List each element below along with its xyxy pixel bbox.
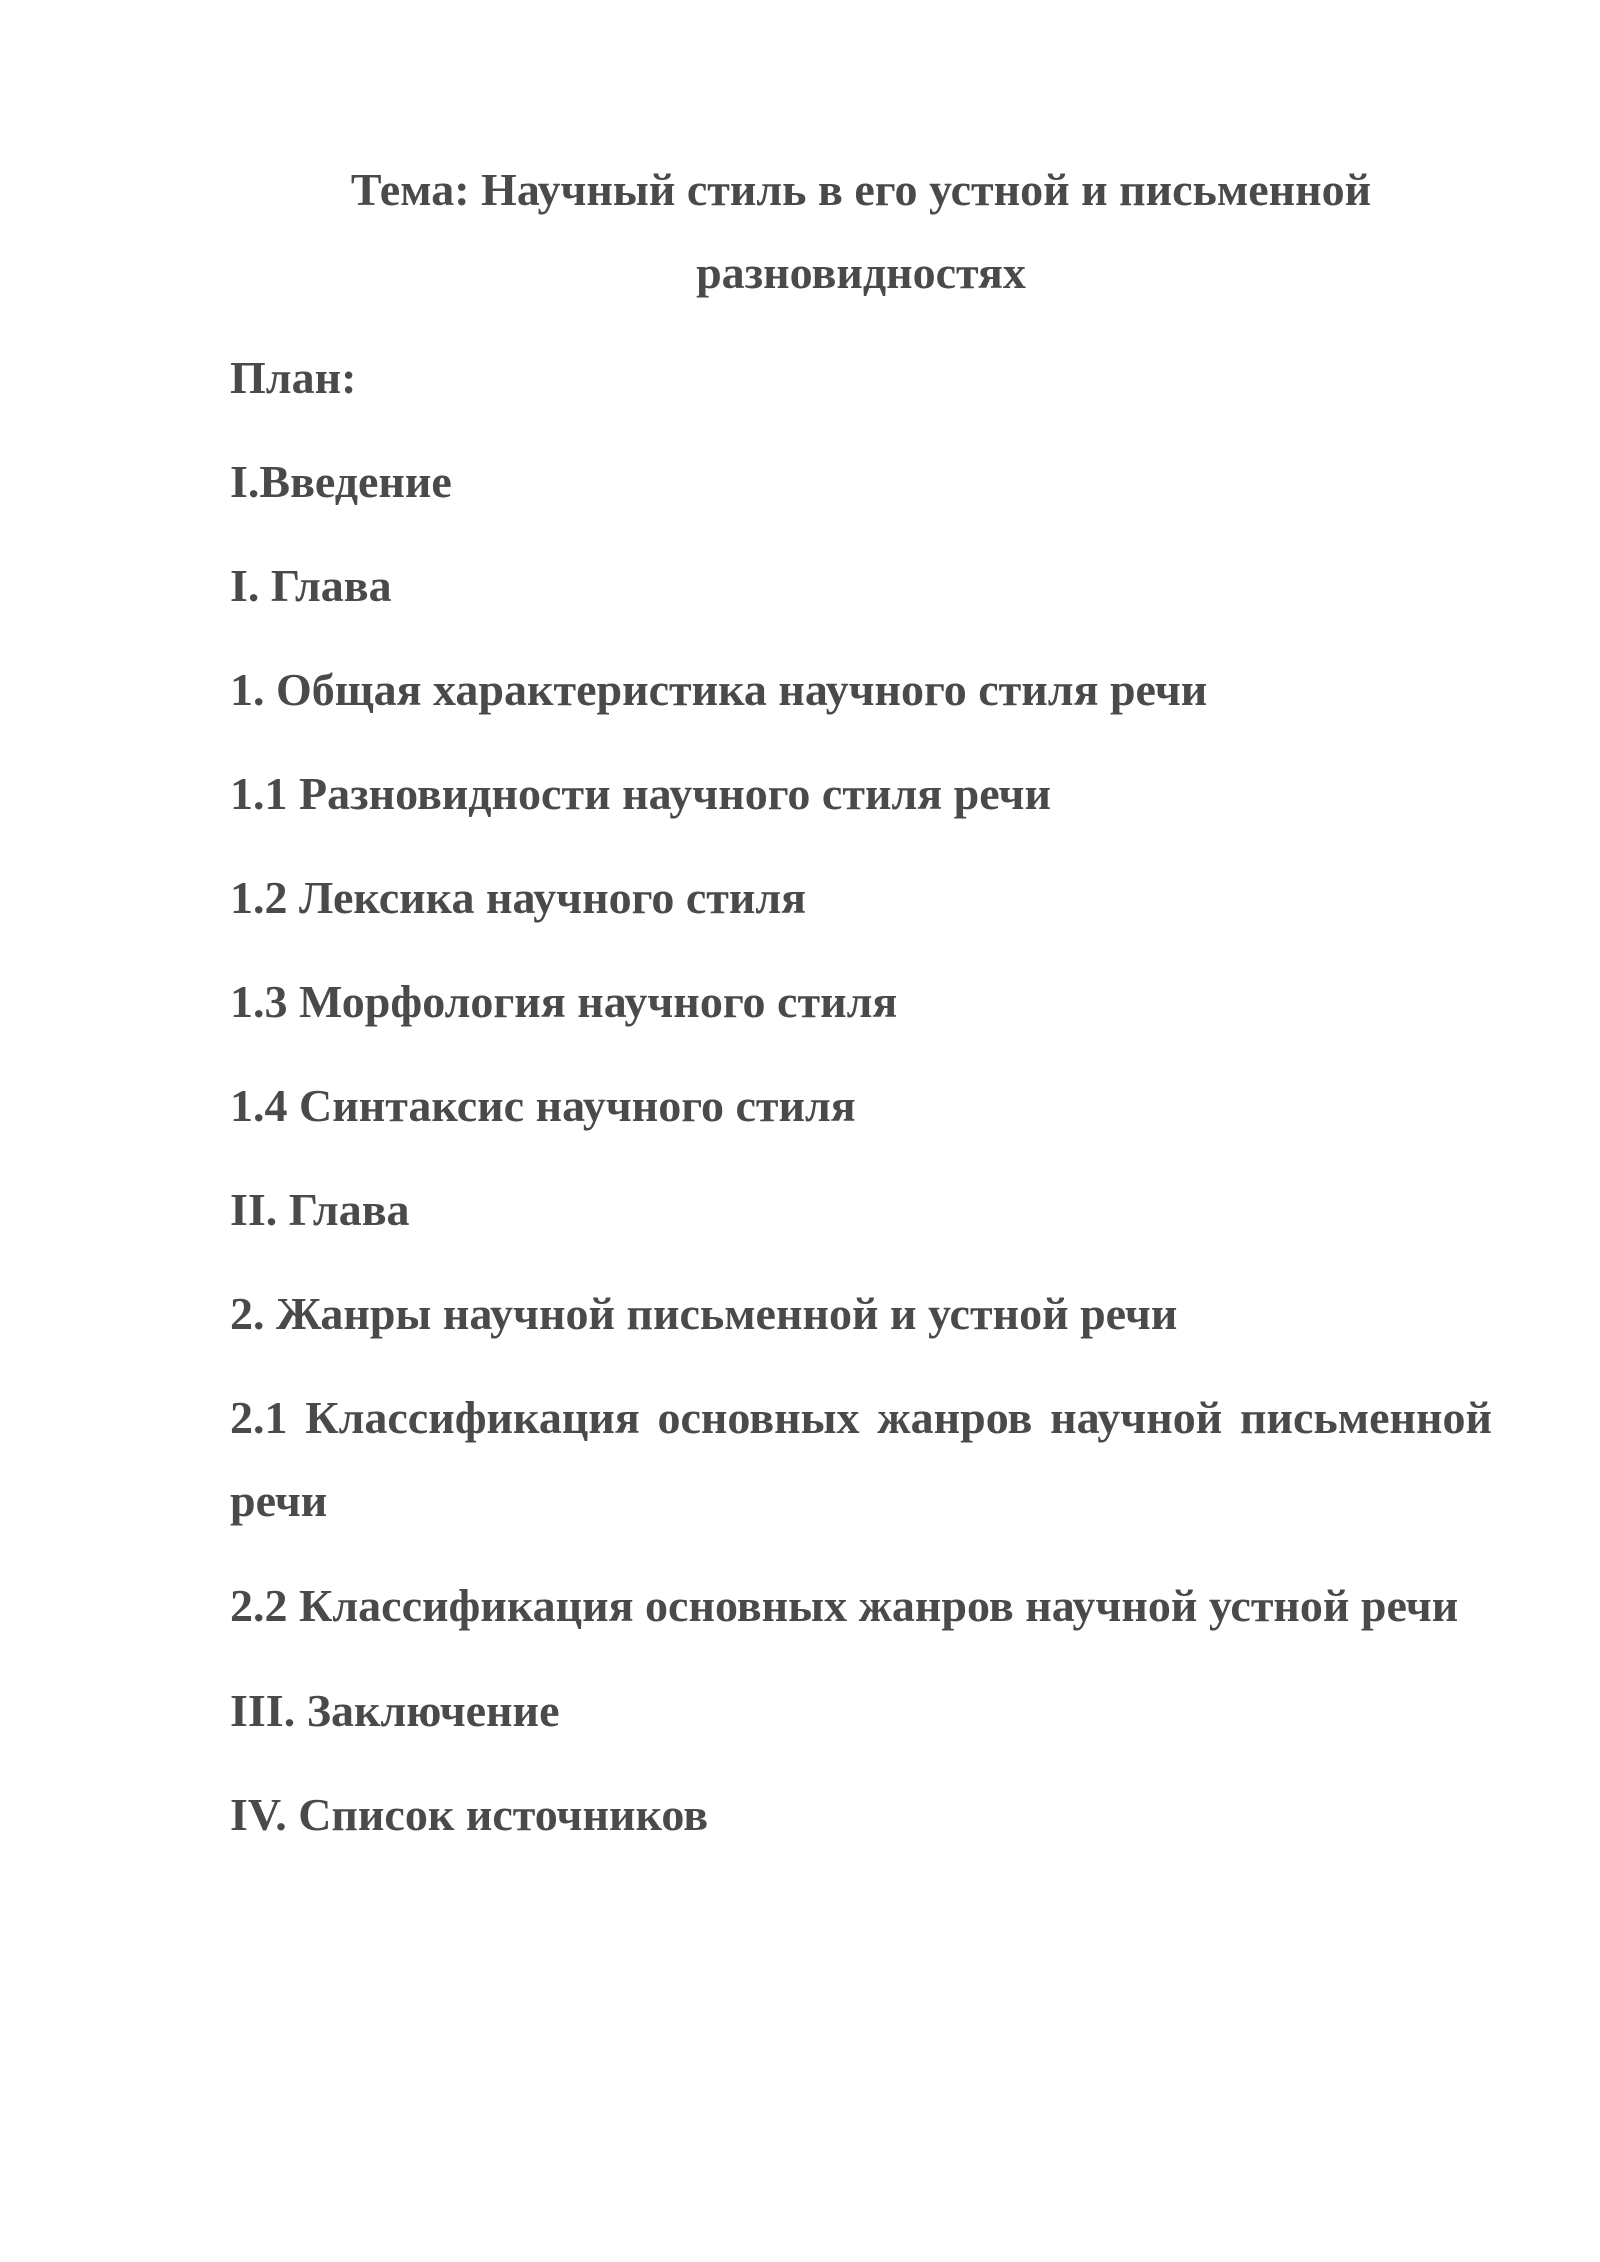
plan-item-section-2-1: 2.1 Классификация основных жанров научной письменной речи: [230, 1392, 1492, 1526]
plan-heading: План:: [230, 352, 357, 403]
plan-item-section-1-4: 1.4 Синтаксис научного стиля: [230, 1080, 856, 1131]
plan-item-section-1-2: 1.2 Лексика научного стиля: [230, 872, 807, 923]
plan-item-conclusion: III. Заключение: [230, 1685, 560, 1736]
plan-item-section-2-2: 2.2 Классификация основных жанров научной устной речи: [230, 1580, 1459, 1631]
plan-item-chapter-2: II. Глава: [230, 1184, 410, 1235]
plan-item-sources: IV. Список источников: [230, 1789, 709, 1840]
document-body: [230, 148, 1492, 1877]
plan-item-chapter-1: I. Глава: [230, 560, 392, 611]
plan-item-section-2: 2. Жанры научной письменной и устной речи: [230, 1288, 1178, 1339]
plan-item-section-1-3: 1.3 Морфология научного стиля: [230, 976, 898, 1027]
document-title: Тема: Научный стиль в его устной и письменной разновидностях: [350, 164, 1372, 298]
plan-item-introduction: I.Введение: [230, 456, 452, 507]
plan-item-section-1: 1. Общая характеристика научного стиля речи: [230, 664, 1208, 715]
plan-item-section-1-1: 1.1 Разновидности научного стиля речи: [230, 768, 1051, 819]
